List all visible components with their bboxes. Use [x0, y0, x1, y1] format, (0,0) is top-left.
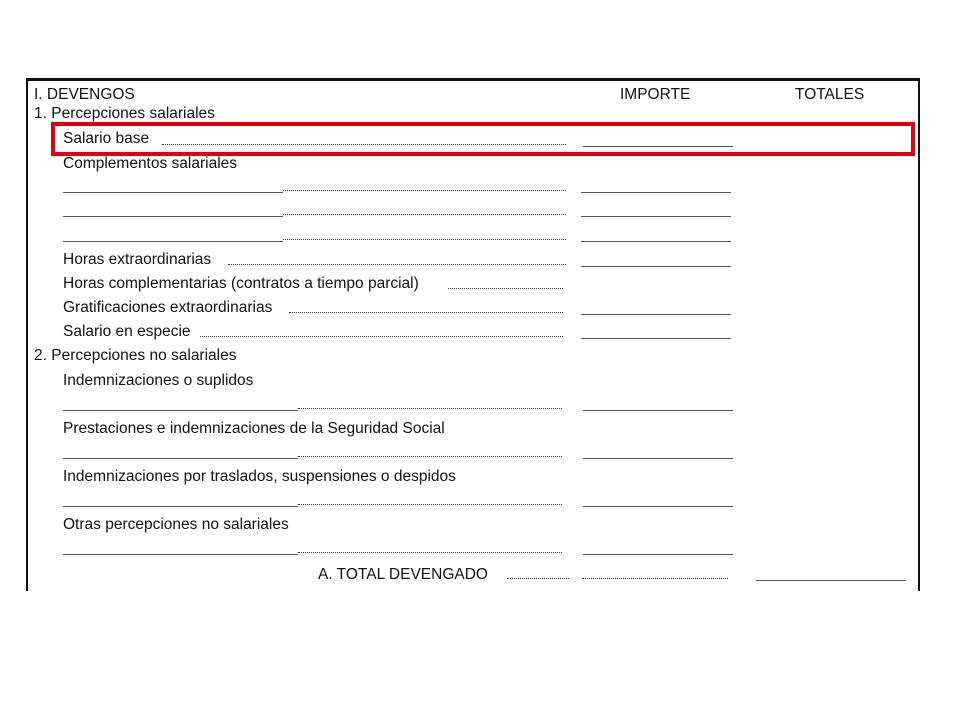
row-label-salario-base: Salario base: [63, 130, 150, 147]
importe-field-gratificaciones[interactable]: [581, 313, 731, 315]
concept-field-prestaciones[interactable]: [63, 457, 298, 459]
leader-dots: [507, 576, 569, 579]
importe-field-indemnizaciones[interactable]: [583, 409, 733, 411]
importe-field-complemento-2[interactable]: [581, 215, 731, 217]
row-label-complementos: Complementos salariales: [63, 155, 238, 172]
leader-dots: [298, 502, 562, 505]
leader-dots: [283, 237, 566, 240]
importe-field-prestaciones[interactable]: [583, 457, 733, 459]
leader-dots: [298, 454, 562, 457]
leader-dots: [298, 406, 562, 409]
total-devengado-label: A. TOTAL DEVENGADO: [318, 566, 488, 583]
highlight-box-salario-base: [51, 122, 915, 156]
importe-field-complemento-1[interactable]: [581, 191, 731, 193]
leader-dots: [228, 262, 566, 265]
concept-field-complemento-3[interactable]: [63, 240, 283, 242]
concept-field-complemento-1[interactable]: [63, 191, 283, 193]
row-label-horas-complementarias: Horas complementarias (contratos a tiempo parcial): [63, 275, 419, 292]
concept-field-complemento-2[interactable]: [63, 215, 283, 217]
concept-field-otras[interactable]: [63, 553, 298, 555]
row-label-otras-percepciones: Otras percepciones no salariales: [63, 516, 289, 533]
concept-field-indemnizaciones[interactable]: [63, 409, 298, 411]
row-label-prestaciones: Prestaciones e indemnizaciones de la Seguridad Social: [63, 420, 445, 437]
importe-field-traslados[interactable]: [583, 505, 733, 507]
column-header-importe: IMPORTE: [620, 86, 691, 103]
importe-field-otras[interactable]: [583, 553, 733, 555]
importe-field-salario-especie[interactable]: [581, 337, 731, 339]
leader-dots: [200, 334, 563, 337]
section-title: I. DEVENGOS: [34, 86, 135, 103]
leader-dots: [298, 550, 562, 553]
totales-field-total-devengado[interactable]: [756, 579, 906, 581]
column-header-totales: TOTALES: [795, 86, 865, 103]
leader-dots: [448, 286, 563, 289]
group-label-percepciones-salariales: 1. Percepciones salariales: [34, 105, 215, 122]
row-label-salario-especie: Salario en especie: [63, 323, 191, 340]
form-right-border: [918, 81, 920, 591]
leader-dots: [283, 188, 566, 191]
leader-dots: [289, 310, 563, 313]
importe-field-complemento-3[interactable]: [581, 240, 731, 242]
form-left-border: [26, 81, 28, 591]
concept-field-traslados[interactable]: [63, 505, 298, 507]
group-label-percepciones-no-salariales: 2. Percepciones no salariales: [34, 347, 237, 364]
row-label-indemnizaciones-suplidos: Indemnizaciones o suplidos: [63, 372, 254, 389]
row-label-gratificaciones: Gratificaciones extraordinarias: [63, 299, 273, 316]
row-label-traslados: Indemnizaciones por traslados, suspensiones o despidos: [63, 468, 456, 485]
leader-dots: [283, 212, 566, 215]
importe-total-dots: [582, 576, 728, 579]
row-label-horas-extraordinarias: Horas extraordinarias: [63, 251, 212, 268]
importe-field-horas-extraordinarias[interactable]: [581, 265, 731, 267]
